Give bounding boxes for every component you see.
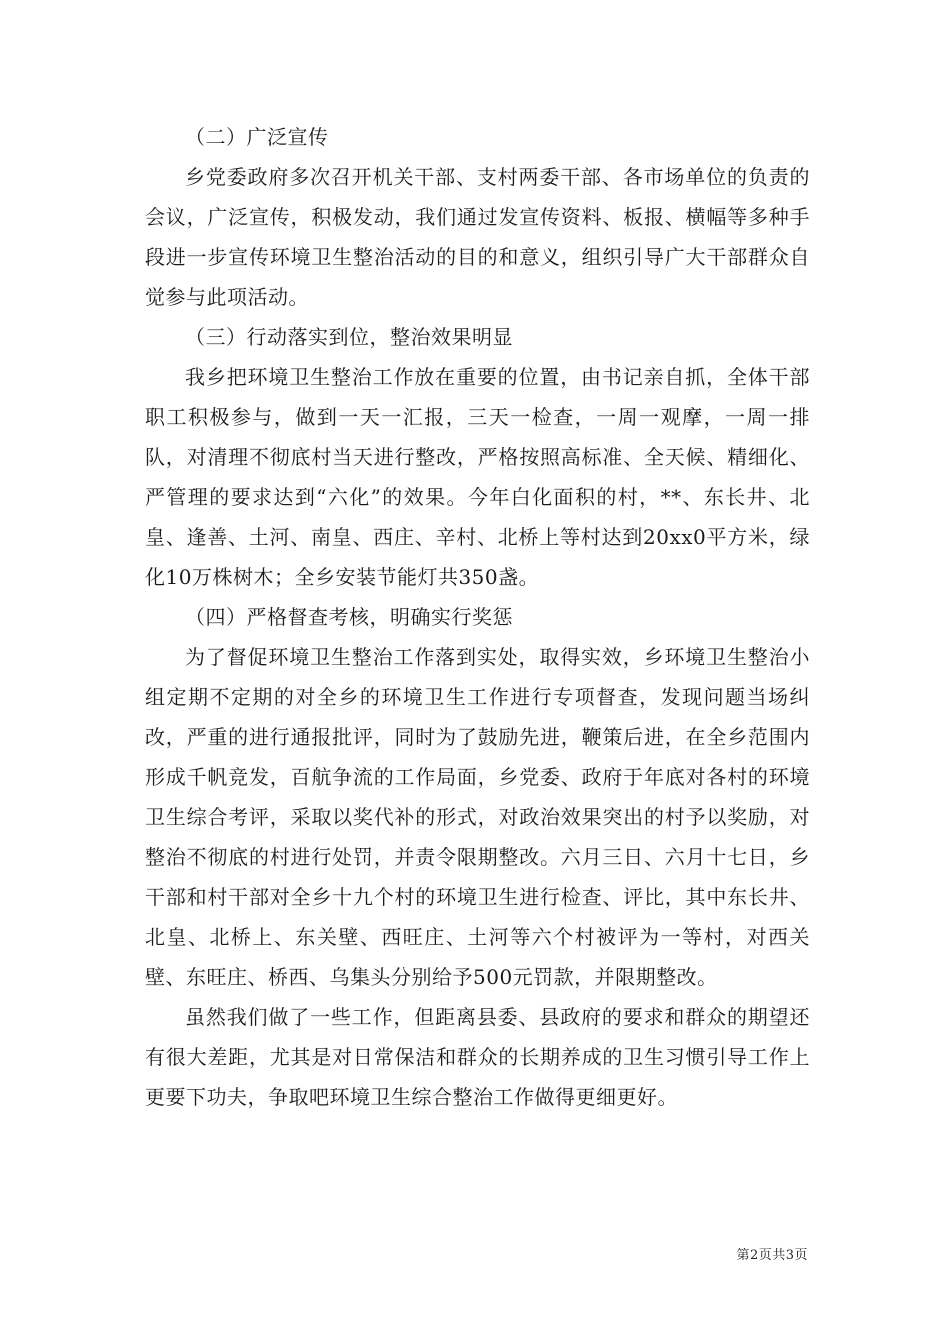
section-3-heading: （三）行动落实到位，整治效果明显 (185, 325, 513, 349)
section-2-heading: （二）广泛宣传 (185, 125, 329, 149)
section-4-heading: （四）严格督查考核，明确实行奖惩 (185, 605, 513, 629)
section-3-paragraph: 我乡把环境卫生整治工作放在重要的位置，由书记亲自抓，全体干部职工积极参与，做到一天一汇报，三天一检查，一周一观摩，一周一排队，对清理不彻底村当天进行整改，严格按照高标准、全天候、精细化、严管理的要求达到“六化”的效果。今年白化面积的村，**、东长井、北皇、逢善、土河、南皇、西庄、辛村、北桥上等村达到20xx0平方米，绿化10万株树木；全乡安装节能灯共350盏。 (145, 365, 810, 589)
section-4-paragraph: 为了督促环境卫生整治工作落到实处，取得实效，乡环境卫生整治小组定期不定期的对全乡的环境卫生工作进行专项督查，发现问题当场纠改，严重的进行通报批评，同时为了鼓励先进，鞭策后进，在全乡范围内形成千帆竞发，百航争流的工作局面，乡党委、政府于年底对各村的环境卫生综合考评，采取以奖代补的形式，对政治效果突出的村予以奖励，对整治不彻底的村进行处罚，并责令限期整改。六月三日、六月十七日，乡干部和村干部对全乡十九个村的环境卫生进行检查、评比，其中东长井、北皇、北桥上、东关壁、西旺庄、土河等六个村被评为一等村，对西关壁、东旺庄、桥西、乌集头分别给予500元罚款，并限期整改。 (145, 645, 810, 989)
document-body (145, 117, 810, 1117)
section-2-paragraph: 乡党委政府多次召开机关干部、支村两委干部、各市场单位的负责的会议，广泛宣传，积极发动，我们通过发宣传资料、板报、横幅等多种手段进一步宣传环境卫生整治活动的目的和意义，组织引导广大干部群众自觉参与此项活动。 (145, 165, 810, 309)
closing-paragraph: 虽然我们做了一些工作，但距离县委、县政府的要求和群众的期望还有很大差距，尤其是对日常保洁和群众的长期养成的卫生习惯引导工作上更要下功夫，争取吧环境卫生综合整治工作做得更细更好。 (145, 1005, 810, 1109)
page-number-footer: 第2页共3页 (736, 1248, 808, 1263)
